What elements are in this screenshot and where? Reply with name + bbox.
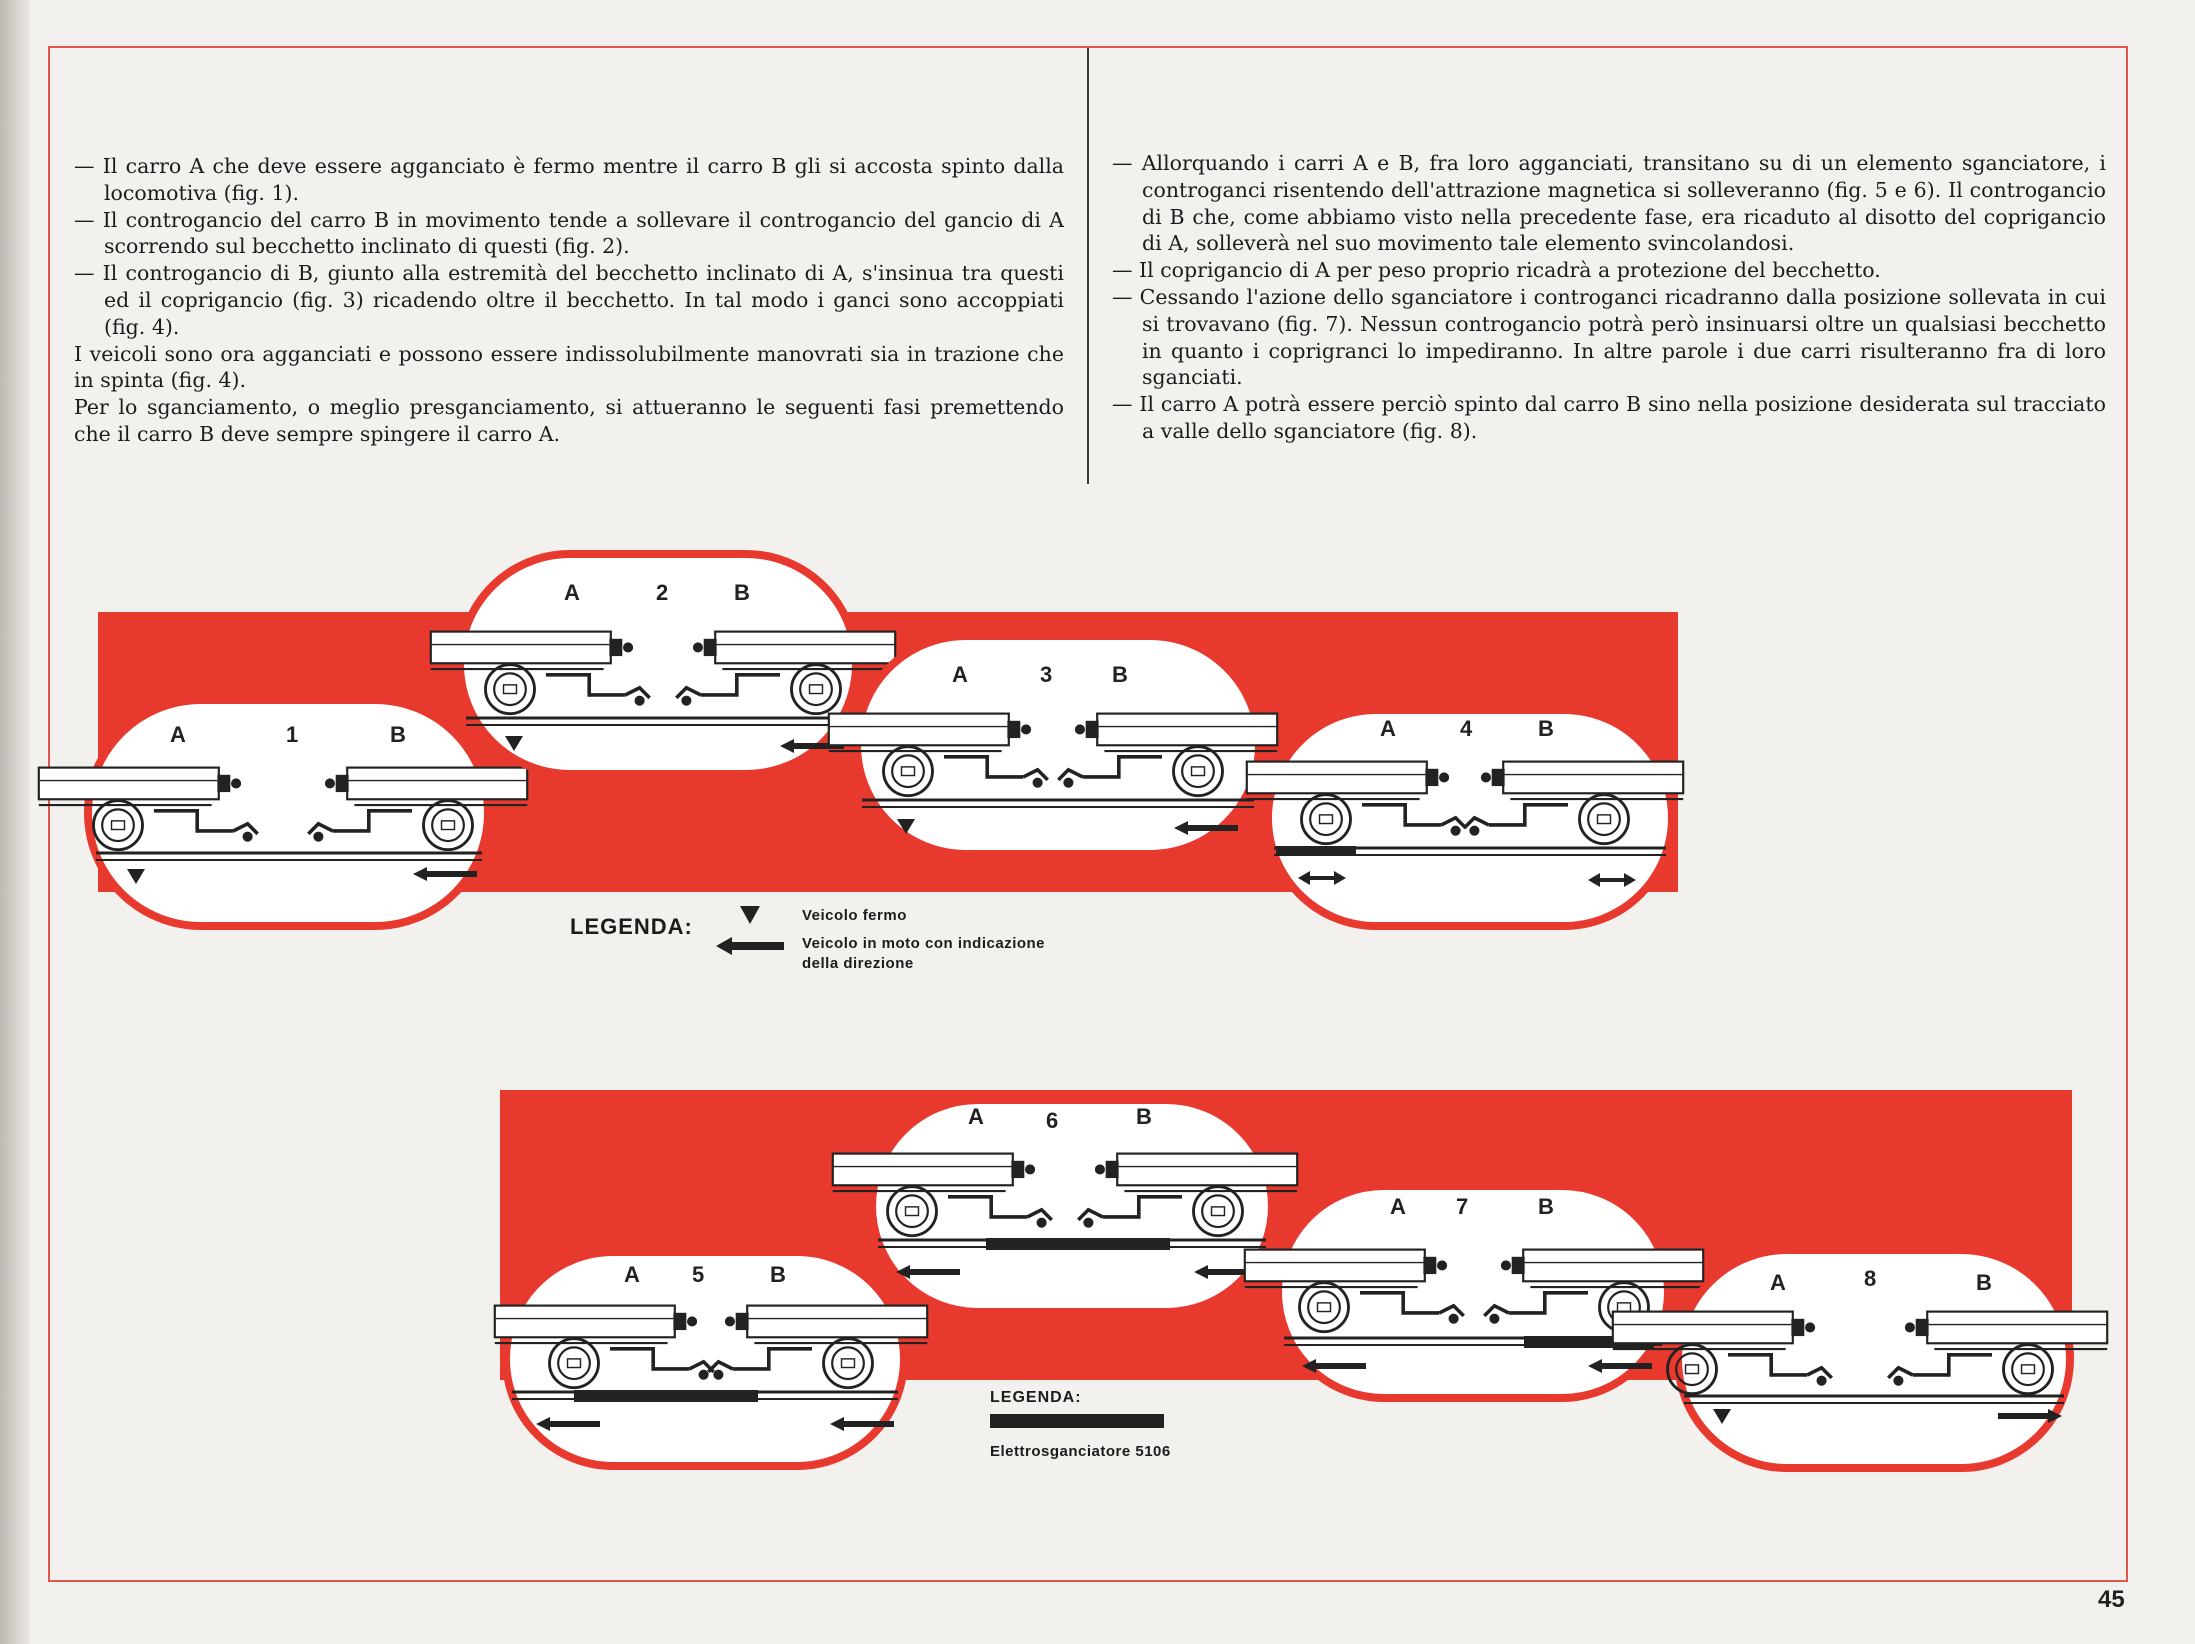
figure-7: [1245, 1186, 1703, 1398]
left-column-paragraph-text: Per lo sganciamento, o meglio presganciamento, si attueranno le seguenti fasi premettendo che il carro B deve sempre spingere il carro A.: [74, 395, 1064, 446]
figure-8-label-a: A: [1770, 1270, 1786, 1295]
figure-5: [495, 1252, 927, 1466]
figure-1-label-b: B: [390, 722, 406, 747]
right-column-paragraph-text: Allorquando i carri A e B, fra loro agganciati, transitano su di un elemento sganciatore, i controganci risentendo dell'attrazione magnetica si solleveranno (fig. 5 e 6). Il controgancio di B che, come abbiamo visto nella precedente fase, era ricaduto al disotto del coprigancio di A, solleverà nel suo movimento tale elemento svincolandosi.: [1141, 151, 2106, 256]
dash-bullet: —: [1112, 392, 1140, 417]
figure-2: [431, 554, 895, 774]
figure-5-label-b: B: [770, 1262, 786, 1287]
left-column-paragraph-text: Il controgancio del carro B in movimento tende a sollevare il controgancio del gancio di A scorrendo sul becchetto inclinato di questi (fig. 2).: [102, 207, 1064, 259]
figure-7-number: 7: [1456, 1194, 1469, 1219]
right-column-paragraph-text: Il coprigancio di A per peso proprio ricadrà a protezione del becchetto.: [1139, 258, 1881, 283]
legend-bottom: [990, 1389, 1171, 1460]
dash-bullet: —: [1112, 258, 1140, 283]
page-number: 45: [2098, 1586, 2125, 1613]
right-column-paragraph-text: Cessando l'azione dello sganciatore i controganci ricadranno dalla posizione sollevata in cui si trovavano (fig. 7). Nessun controgancio potrà però insinuarsi oltre un qualsiasi becchetto in quanto i coprigranci lo impediranno. In altre parole i due carri risulteranno fra di loro sganciati.: [1139, 284, 2106, 390]
figure-8-number: 8: [1864, 1266, 1877, 1291]
figure-5-number: 5: [692, 1262, 705, 1287]
legend-uncoupler-label: Elettrosganciatore 5106: [990, 1443, 1171, 1460]
dash-bullet: —: [1112, 284, 1140, 309]
figure-7-label-b: B: [1538, 1194, 1554, 1219]
left-column-paragraph-text: Il controgancio di B, giunto alla estremità del becchetto inclinato di A, s'insinua tra questi ed il coprigancio (fig. 3) ricadendo oltre il becchetto. In tal modo i ganci sono accoppiati (fig. 4).: [102, 261, 1064, 339]
figure-2-label-b: B: [734, 580, 750, 605]
figure-5-label-a: A: [624, 1262, 640, 1287]
left-column-paragraph-text: Il carro A che deve essere agganciato è fermo mentre il carro B gli si accosta spinto dalla locomotiva (fig. 1).: [102, 154, 1064, 205]
legend-moving-label-1: Veicolo in moto con indicazione: [802, 935, 1046, 952]
figure-6-label-a: A: [968, 1104, 984, 1129]
left-column-paragraph-text: I veicoli sono ora agganciati e possono essere indissolubilmente manovrati sia in trazione che in spinta (fig. 4).: [74, 341, 1064, 393]
legend-bottom-title: LEGENDA:: [990, 1389, 1082, 1406]
figure-6: [833, 1100, 1297, 1312]
figure-2-number: 2: [656, 580, 669, 605]
figure-4-label-b: B: [1538, 716, 1554, 741]
figure-6-number: 6: [1046, 1108, 1059, 1133]
uncoupler-bar-icon: [990, 1414, 1164, 1428]
moving-arrow-icon: [716, 937, 784, 955]
dash-bullet: —: [1112, 151, 1142, 175]
stopped-marker-icon: [740, 906, 760, 924]
figure-6-label-b: B: [1136, 1104, 1152, 1129]
figure-3-label-a: A: [952, 662, 968, 687]
right-column-paragraph-text: Il carro A potrà essere perciò spinto dal carro B sino nella posizione desiderata sul tracciato a valle dello sganciatore (fig. 8).: [1139, 392, 2106, 443]
figure-3-number: 3: [1040, 662, 1053, 687]
figure-3-label-b: B: [1112, 662, 1128, 687]
figure-8-label-b: B: [1976, 1270, 1992, 1295]
figure-3: [829, 636, 1277, 854]
figure-2-label-a: A: [564, 580, 580, 605]
legend-top-title: LEGENDA:: [570, 914, 693, 939]
legend-moving-label-2: della direzione: [802, 955, 914, 972]
legend-stopped-label: Veicolo fermo: [802, 907, 907, 924]
figure-4-number: 4: [1460, 716, 1473, 741]
legend-top: [570, 906, 1045, 972]
figure-4: [1247, 710, 1683, 926]
figure-1-number: 1: [286, 722, 299, 747]
dash-bullet: —: [74, 154, 103, 178]
dash-bullet: —: [74, 207, 103, 232]
dash-bullet: —: [74, 261, 103, 286]
figure-7-label-a: A: [1390, 1194, 1406, 1219]
figure-1-label-a: A: [170, 722, 186, 747]
figure-4-label-a: A: [1380, 716, 1396, 741]
